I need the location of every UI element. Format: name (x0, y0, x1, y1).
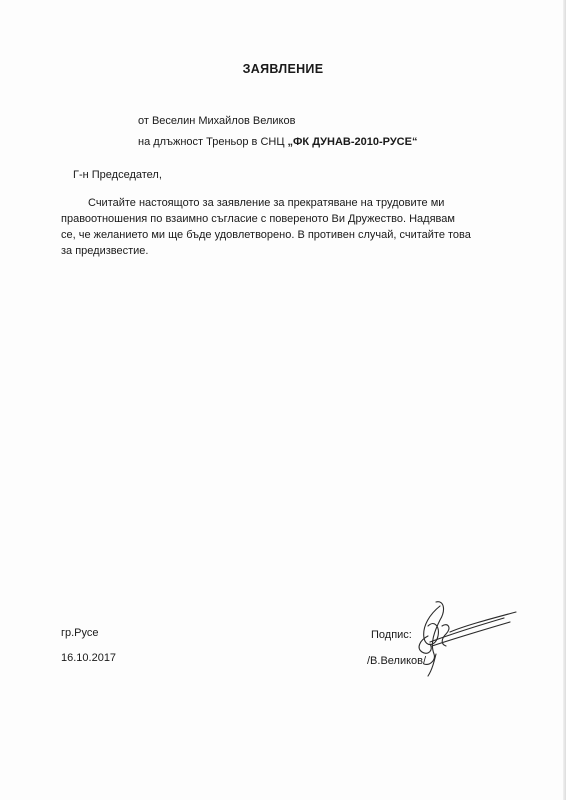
signer-name: /В.Великов/ (367, 655, 427, 667)
body-paragraph: Считайте настоящото за заявление за прекратяване на трудовите ми правоотношения по взаимно съгласие с повереното Ви Дружество. Надявам се, че желанието ми ще бъде удовлетворено. В противен случай, считайте това за предизвестие. (61, 197, 471, 257)
date: 16.10.2017 (61, 652, 117, 664)
signature-label: Подпис: (371, 629, 412, 641)
body-paragraph-block (61, 195, 471, 259)
city: гр.Русе (61, 627, 99, 639)
position-prefix: на длъжност Треньор в СНЦ (138, 136, 288, 148)
signature-icon (400, 596, 520, 682)
salutation: Г-н Председател, (73, 169, 162, 181)
document-title: ЗАЯВЛЕНИЕ (242, 62, 324, 76)
sender-position (138, 135, 417, 149)
club-name: „ФК ДУНАВ-2010-РУСЕ“ (287, 136, 418, 148)
sender-name: от Веселин Михайлов Великов (138, 115, 296, 127)
